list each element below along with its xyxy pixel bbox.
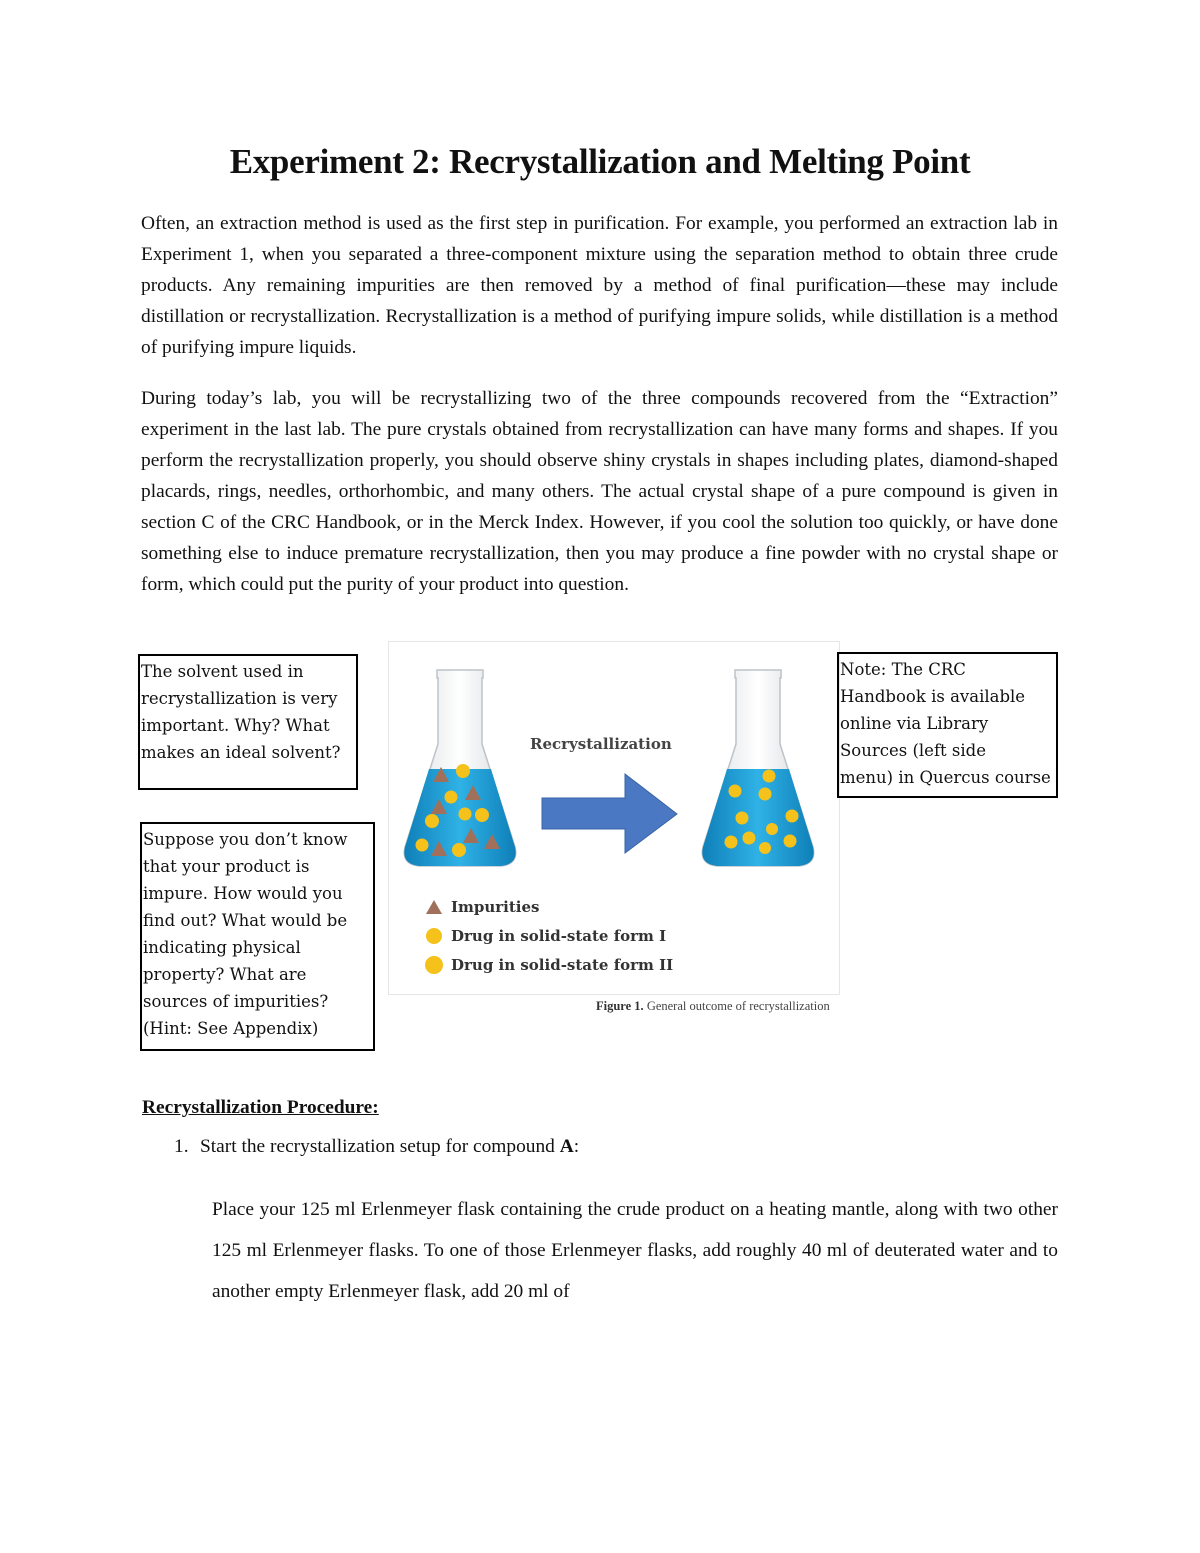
callout-line: makes an ideal solvent? — [141, 743, 341, 762]
solvent-question-callout — [138, 654, 358, 790]
callout-line: that your product is — [143, 857, 310, 876]
callout-line: Handbook is available — [840, 687, 1026, 706]
figure-caption — [596, 999, 830, 1014]
impurity-question-callout — [140, 822, 375, 1051]
callout-line: important. Why? What — [141, 716, 330, 735]
caption-text: General outcome of recrystallization — [643, 999, 830, 1013]
circle-icon — [417, 927, 451, 945]
figure-legend — [417, 892, 673, 979]
legend-label: Drug in solid-state form I — [451, 926, 667, 945]
callout-line: recrystallization is very — [141, 689, 338, 708]
compound-label: A — [559, 1136, 574, 1157]
legend-item-impurities — [417, 892, 673, 921]
procedure-step-1 — [174, 1136, 579, 1158]
step-text: Start the recrystallization setup for compound — [200, 1136, 560, 1157]
callout-line: Suppose you don’t know — [143, 830, 348, 849]
callout-line: Note: The CRC — [840, 660, 966, 679]
crc-note-callout — [837, 652, 1058, 798]
callout-line: online via Library — [840, 714, 989, 733]
flask-after-icon — [702, 670, 813, 866]
document-title: Experiment 2: Recrystallization and Melting Point — [229, 142, 971, 181]
callout-line: sources of impurities? — [143, 992, 329, 1011]
callout-line: indicating physical — [143, 938, 301, 957]
callout-line: menu) in Quercus course — [840, 768, 1051, 787]
legend-item-form-1 — [417, 921, 673, 950]
legend-item-form-2 — [417, 950, 673, 979]
callout-line: The solvent used in — [141, 662, 304, 681]
callout-line: property? What are — [143, 965, 307, 984]
circle-icon — [417, 955, 451, 975]
step-number: 1. — [174, 1136, 189, 1157]
legend-label: Drug in solid-state form II — [451, 955, 674, 974]
callout-line: find out? What would be — [143, 911, 348, 930]
caption-label: Figure 1. — [596, 999, 644, 1013]
arrow-label: Recrystallization — [530, 735, 672, 753]
triangle-icon — [417, 899, 451, 915]
arrow-icon — [542, 774, 677, 853]
callout-line: Sources (left side — [840, 741, 987, 760]
crystal-paragraph: During today’s lab, you will be recrystallizing two of the three compounds recovered from the “Extraction” experiment in the last lab. The pure crystals obtained from recrystallization can have many forms and shapes. If you perform the recrystallization properly, you should observe shiny crystals in shapes including plates, diamond-shaped placards, rings, needles, orthorhombic, and many others. The actual crystal shape of a pure compound is given in section C of the CRC Handbook, or in the Merck Index. However, if you cool the solution too quickly, or have done something else to induce premature recrystallization, then you may produce a fine powder with no crystal shape or form, which could put the purity of your product into question. — [141, 388, 1058, 595]
callout-line: impure. How would you — [143, 884, 343, 903]
legend-label: Impurities — [451, 897, 540, 916]
step-text-end: : — [573, 1136, 580, 1157]
intro-paragraph: Often, an extraction method is used as the first step in purification. For example, you performed an extraction lab in Experiment 1, when you separated a three-component mixture using the separation method to obtain three crude products. Any remaining impurities are then removed by a method of final purification—these may include distillation or recrystallization. Recrystallization is a method of purifying impure solids, while distillation is a method of purifying impure liquids. — [141, 213, 1058, 358]
procedure-heading: Recrystallization Procedure: — [142, 1097, 379, 1118]
recrystallization-figure — [388, 641, 840, 995]
procedure-body: Place your 125 ml Erlenmeyer flask containing the crude product on a heating mantle, along with two other 125 ml Erlenmeyer flasks. To one of those Erlenmeyer flasks, add roughly 40 ml of deuterated water and to another empty Erlenmeyer flask, add 20 ml of — [212, 1199, 1058, 1302]
callout-line: (Hint: See Appendix) — [143, 1019, 319, 1038]
